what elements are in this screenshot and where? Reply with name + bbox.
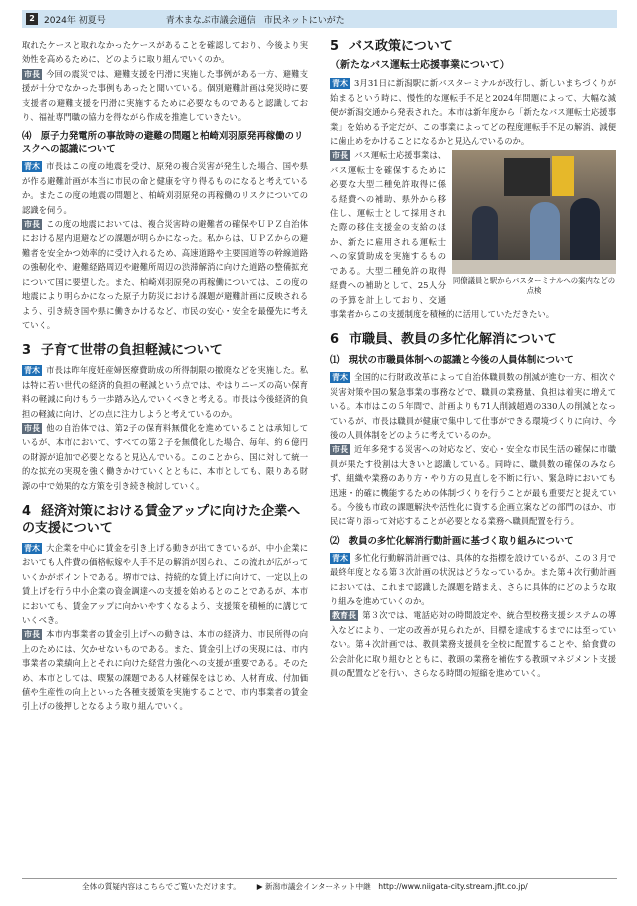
speaker-label: 青木	[332, 373, 348, 383]
section-heading-3: 3 子育て世帯の負担軽減について	[22, 343, 223, 359]
speaker-label: 青木	[24, 162, 40, 172]
section-heading-4: 4 経済対策における賃金アップに向けた企業への支援について	[22, 503, 301, 536]
photo-caption: 同僚議員と駅からバスターミナルへの案内などの点検	[452, 276, 616, 296]
answer-superintendent: 教育長 第３次では、電話応対の時間設定や、統合型校務支援システムの導入などにより、一定の改善が見られたが、目標を達成するまでには至っていない。第４次計画では、教員業務支援員を全校に配置することや、給食費の公会計化に取り組むとともに、教頭の業務を補佐する教頭マネジメント支援員の配置などを行い、さらなる時間の短縮を進めていく。	[330, 610, 616, 679]
right-column	[330, 38, 616, 680]
direction-sign-icon	[552, 156, 574, 196]
station-inspection-photo	[452, 150, 616, 274]
sign-board-icon	[504, 158, 550, 196]
question-aoki-2: 青木 市長はこの度の地震を受け、原発の複合災害が発生した場合、国や県が作る避難計画が本当に市民の命と健康を守り得るものになると考えているか。またこの度の地震の問題と、柏崎刈羽原発の再稼働のリスクについての認識を伺う。	[22, 161, 308, 215]
section-subheading-5: （新たなバス運転士応援事業について）	[330, 60, 510, 71]
answer-mayor-3: 市長 他の自治体では、第2子の保育料無償化を進めていることは承知しているが、本市において、すべての第２子を無償化した場合、毎年、約６億円の財源が追加で必要となると見込んでいる。このことから、国に対して統一的な拡充の実現を強く働きかけていくとともに、本市としても、限りある財源の中で効果的な方策を引き続き検討していく。	[22, 422, 308, 491]
publication-title: 青木まなぶ市議会通信	[165, 15, 256, 26]
answer-mayor-2: 市長 この度の地震においては、複合災害時の避難者の確保やＵＰＺ自治体における屋内退避などの課題が明らかになった。私からは、ＵＰＺからの避難者を安全かつ効率的に受け入れるため、高速道路や主要国道等の幹線道路の強靭化や、避難経路周辺や避難所周辺の渋滞解消に向けた道路の整備拡充について国に要望した。また、柏崎刈羽原発の再稼働については、この度の地震により明らかになった原子力防災における課題が避難計画に反映されるよう、引き続き国や県に働きかけるなど、市民の安心・安全を最優先に考えていく。	[22, 219, 308, 330]
question-heading-4: ⑷ 原子力発電所の事故時の避難の問題と柏崎刈羽原発再稼働のリスクへの認識について	[22, 131, 304, 156]
speaker-label: 市長	[24, 630, 40, 640]
page-header	[22, 10, 617, 28]
answer-mayor-6: 市長 近年多発する災害への対応など、安心・安全な市民生活の確保に市職員が果たす役割は大きいと認識している。同時に、職員数の確保のみならず、組織や業務のあり方・やり方の見直しを不断に行い、緊急時においても迅速・的確に機能するための体制づくりを行うことが最も重要だと捉えている。今後も市政の課題解決や活性化に資する企画立案などの部門のほか、市民に寄り添って対応することが必要となる業務へ職員配置を行う。	[330, 444, 616, 527]
speaker-label: 青木	[332, 79, 348, 89]
speaker-label: 市長	[24, 220, 40, 230]
answer-mayor-4: 市長 本市内事業者の賃金引上げへの動きは、本市の経済力、市民所得の向上のためには、欠かせないものである。また、賃金引上げの実現には、市内事業者の業績向上とそれに向けた経営力強化への支援が重要である。そのため、本市としては、喫緊の課題である人材確保をはじめ、人材育成、付加価値や生産性の向上といった各種支援策を実施することで、市内事業者の賃金引上げの後押しとなるよう取り組んでいく。	[22, 629, 308, 712]
speaker-label: 市長	[332, 445, 348, 455]
question-aoki-7: 青木 多忙化行動解消計画では、具体的な指標を設けているが、この３月で最終年度となる第３次計画の状況はどうなっているか。また第４次行動計画においては、これまで認識した課題を踏まえ、さらに具体的にどのような取り組みを進めていくのか。	[330, 552, 616, 606]
question-aoki-3: 青木 市長は昨年度妊産婦医療費助成の所得制限の撤廃などを実施した。私は特に若い世代の経済的負担の軽減という点では、やはりニーズの高い保育料の軽減に向けもう一歩踏み込んでいくべきと考える。市長は今後経済的負担の軽減に向け、どの点に注力しようと考えているのか。	[22, 365, 308, 419]
speaker-label: 青木	[332, 553, 348, 563]
question-heading-6-1: ⑴ 現状の市職員体制への認識と今後の人員体制について	[330, 355, 574, 367]
question-aoki-4: 青木 大企業を中心に賃金を引き上げる動きが出てきているが、中小企業においても人件費の価格転嫁や人手不足の解消が図られ、この流れが広がっていくかがポイントである。堺市では、持続的な賃上げに向けて、一定以上の賃上げを行う中小企業の資金調達への支援を始めるとのことであるが、本市においても、賃金アップに向かいやすくなるよう、支援策を積極的に講じていくべき。	[22, 542, 308, 625]
photo-figure	[452, 150, 616, 296]
issue-label: 2024年 初夏号	[44, 15, 106, 26]
speaker-label: 青木	[24, 543, 40, 553]
left-column	[22, 38, 308, 714]
stream-link[interactable]: ▶ 新潟市議会インターネット中継 http://www.niigata-city.stream.jfit.co.jp/	[256, 882, 528, 891]
speaker-label: 市長	[24, 69, 40, 79]
section-heading-6: 6 市職員、教員の多忙化解消について	[330, 332, 557, 348]
intro-text: 取れたケースと取れなかったケースがあることを確認しており、今後より実効性を高めるために、どのように取り組んでいくのか。	[22, 40, 308, 65]
floor-shape	[452, 260, 616, 274]
speaker-label: 青木	[24, 366, 40, 376]
question-aoki-5: 青木 3月31日に新潟駅に新バスターミナルが改行し、新しいまちづくりが始まるという時に、慢性的な運転手不足と2024年問題によって、大幅な減便が新潟交通から発表された。本市は新年度から「新たなバス運転士応援事業」を始める予定だが、この事業によってどの程度運転手不足の解消、減便に歯止めをかけることになるかと見込んでいるのか。	[330, 78, 616, 147]
page-footer	[22, 878, 617, 894]
page-number: 2	[26, 13, 38, 25]
speaker-label: 市長	[24, 423, 40, 433]
footer-note: 全体の質疑内容はこちらでご覧いただけます。	[82, 882, 241, 891]
speaker-label: 市長	[332, 151, 348, 161]
speaker-label: 教育長	[332, 611, 356, 621]
answer-mayor-5: 市長 バス運転士応援事業は、バス運転士を確保するために必要な大型二種免許取得に係る経費への補助、県外から移住し、運転士として採用された際の移住支援金の支給のほか、新たに雇用される運転士への家賃助成を実施するものである。大型二種免許の取得経費への補助として、25人分の予算を計上しており、交通事業者からこの支援制度を積極的に活用していただきたい。	[330, 150, 555, 319]
network-name: 市民ネットにいがた	[263, 15, 345, 26]
question-heading-6-2: ⑵ 教員の多忙化解消行動計画に基づく取り組みについて	[330, 535, 574, 547]
question-aoki-6: 青木 全国的に行財政改革によって自治体職員数の削減が進む一方、相次ぐ災害対策や国の緊急事業の事務などで、職員の業務量、負担は着実に増えている。本市はこの５年間で、計画よりも71人削減超過の330人の削減となっているが、市長は職員が健康で集中して仕事ができる環境づくりに向け、今後の人員体制をどのように考えているのか。	[330, 372, 616, 440]
section-heading-5: 5 バス政策について	[330, 39, 453, 54]
answer-mayor-1: 市長 今回の震災では、避難支援を円滑に実施した事例がある一方、避難支援が十分でなかった事例もあったと聞いている。個別避難計画は発災時に要支援者の避難支援を円滑に実施するために必要なものであると認識しており、福祉専門職の協力を得ながら作成を推進していきたい。	[22, 68, 308, 123]
